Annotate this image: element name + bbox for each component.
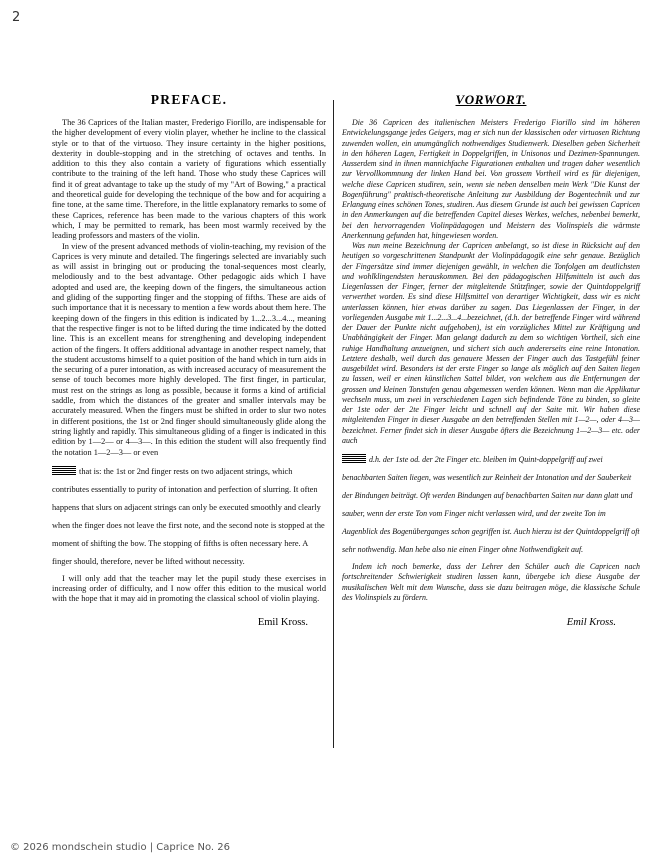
german-signature: Emil Kross.: [566, 617, 616, 628]
german-paragraph-1: Die 36 Capricen des italienischen Meisters Frederigo Fiorillo sind im höheren Entwickelungsgange jedes Geigers, mag er sich nun der klassischen oder virtuosen Richtung zuwenden wollen, ein unumgänglich nothwendiges Studienwerk. Dieselben geben Sicherheit in den höheren Lagen, Fertigkeit in Doppelgriffen, in Unisonos und Dezimen-Spannungen. Ausserdem sind in ihnen mannichfache Figurationen enthalten und tragen daher wesentlich zur Vervollkommnung der linken Hand bei. Von grossem Vortheil wird es für diejenigen, welche diese Capricen studiren, sein, wenn sie neben denselben mein Werk "Die Kunst der Bogenführung" praktisch-theoretische Anleitung zur Ausbildung der Bogentechnik und zur Erlangung eines schönen Tones, studiren. Aus diesem Grunde ist auch bei gewissen Capricen in den Anmerkungen auf die betreffenden Capitel dieses Werkes, welches, nebenbei bemerkt, bei den hervorragenden Violinpädagogen und Meistern des Violinspiels die wärmste Anerkennung gefunden hat, hingewiesen worden.: [342, 118, 640, 240]
music-notation-row-right: [342, 449, 640, 557]
preface-sheet: [52, 92, 640, 764]
german-paragraph-3: d.h. der 1ste od. der 2te Finger etc. bleiben im Quint-doppelgriff auf zwei benachbarten Saiten liegen, was wesentlich zur Reinheit der Intonation und der Sauberkeit der Bindungen beiträgt. Oft werden Bindungen auf benachbarten Saiten nur dann glatt und sauber, wenn der erste Ton vom Finger nicht verlassen wird, und der zweite Ton im Augenblick des Bogenüberganges schon gegriffen ist. Auch hierzu ist der Quintdoppelgriff oft sehr nothwendig. Man hebe also nie einen Finger ohne Nothwendigkeit auf.: [342, 455, 640, 554]
staff-icon: [342, 454, 366, 463]
german-paragraph-4: Indem ich noch bemerke, dass der Lehrer den Schüler auch die Capricen nach fortschreitender Schwierigkeit studiren lassen kann, übergebe ich diese Ausgabe der musikalischen Welt mit dem Wunsche, dass sie dazu beitragen möge, die klassische Schule des Violinspiels zu fördern.: [342, 562, 640, 602]
english-column: [52, 92, 326, 628]
english-paragraph-3: that is: the 1st or 2nd finger rests on two adjacent strings, which contributes essentially to purity of intonation and perfection of slurring. It often happens that slurs on adjacent strings can only be executed smoothly and clearly when the finger does not leave the first note, and the second note is stopped at the moment of shifting the bow. The stopping of fifths is often necessary here. A finger should, therefore, never be lifted without necessity.: [52, 466, 325, 566]
footer-copyright: © 2026 mondschein studio | Caprice No. 26: [10, 842, 230, 853]
english-paragraph-2: In view of the present advanced methods of violin-teaching, my revision of the Caprices is very minute and detailed. The fingerings selected are invariably such as will assist in bringing out or producing the tonal-sequences most clearly, melodiously and to the best advantage. Other pedagogic aids which I have adopted and used are, the keeping down of the fingers, the simultaneous action and gliding of the supporting finger and the stopping of fifths. These are aids of such importance that it is necessary to mention a few words about them here. The keeping down of the fingers in this edition is indicated by 1...2...3...4..., meaning that the respective finger is not to be lifted during the time indicated by the dotted line. This is an excellent means for strengthening and developing independent action of the fingers. It offers additional advantage in another respect namely, that the student accustoms himself to a quiet position of the hand which in turn aids in the securing of a purer intonation, as with increased accuracy of measurement the sense of touch becomes more highly developed. The first finger, in particular, must rest on the strings as long as possible, because it forms a kind of artificial saddle, from which the distances of the greater and smaller intervals may be accurately measured. When the fingers must be shifted in order to slur two notes in different positions, the 1st or 2nd finger should simultaneously glide along the string lightly and rapidly. This simultaneous gliding of a finger is indicated in this edition by 1—2— or 4—3—. In this edition the student will also frequently find the notation 1—2—3— or even: [52, 241, 326, 457]
german-heading: VORWORT.: [455, 92, 527, 107]
english-paragraph-1: The 36 Caprices of the Italian master, Frederigo Fiorillo, are indispensable for the higher development of every violin player, whether he incline to the classical style or to that of the virtuoso. They insure certainty in the higher positions, dexterity in double-stopping and in the stretching of octaves and tenths. In addition to this they also contain a variety of figurations which essentially contribute to the training of the left hand. Those who study these Caprices will find it of great advantage to take up the study of my "Art of Bowing," a practical and theoretical guide for developing the technique of the bow and for acquiring a fine tone, at the same time. Therefore, in the little explanatory remarks to some of these Caprices, reference has been made to the various chapters of this work which, I may be permitted to remark, has been most warmly received by the leading professors and masters of the violin.: [52, 118, 326, 241]
english-heading: PREFACE.: [150, 92, 228, 107]
english-signature: Emil Kross.: [257, 616, 308, 628]
german-paragraph-2: Was nun meine Bezeichnung der Capricen anbelangt, so ist diese in Rücksicht auf den heutigen so vorgeschrittenen Standpunkt der Violinpädagogik eine sehr genaue. Bezüglich der Fingersätze sind immer diejenigen gewählt, in welchen die Tonfolgen am deutlichsten und wohlklingendsten herauskommen. Bei den pädagogischen Hilfsmitteln ist auch das Liegenlassen der Finger, ferner der mitgleitende Stützfinger, sowie der Quintdoppelgriff verwerthet worden. Es sind diese Hilfsmittel von derartiger Wichtigkeit, dass wir es nicht unterlassen können, hier etwas darüber zu sagen. Das Liegenlassen der Finger, in der vorliegenden Ausgabe mit 1...2...3...4...bezeichnet, (d.h. der betreffende Finger wird während der Dauer der Punkte nicht aufgehoben), ist ein vorzügliches Mittel zur Kräftigung und Unabhängigkeit der Finger. Man gelangt dadurch zu dem so wichtigen Vortheil, sich eine ruhige Handhaltung anzueignen, und sichert sich auch andererseits eine reine Intonation. Letztere deshalb, weil durch das genauere Messen der Finger auch das Tastgefühl feiner ausgebildet wird. Besonders ist der erste Finger so lange als möglich auf den Saiten liegen zu lassen, weil er einen künstlichen Sattel bildet, von welchem aus die Entfernungen der grossen und kleinen Tonstufen genau abgemessen werden können. Wenn man die Applikatur wechseln muss, um zwei in verschiedenen Lagen sich befindende Töne zu binden, so gleite der 1ste oder der 2te Finger leicht und schnell auf der Saite mit. Wir haben diese mitgleitenden Finger in dieser Ausgabe an den betreffenden Stellen mit 1—2—, oder 4—3— bezeichnet. Ferner findet sich in dieser Ausgabe öfters die Bezeichnung 1—2—3— etc. oder auch: [342, 241, 640, 445]
column-divider: [333, 100, 334, 748]
page-number: 2: [12, 10, 21, 25]
english-paragraph-4: I will only add that the teacher may let the pupil study these exercises in increasing order of difficulty, and I now offer this edition to the musical world with the hope that it may aid in promoting the classical school of violin playing.: [52, 573, 326, 604]
music-notation-row-left: [52, 461, 326, 569]
german-column: [342, 92, 640, 628]
staff-icon: [52, 466, 76, 475]
